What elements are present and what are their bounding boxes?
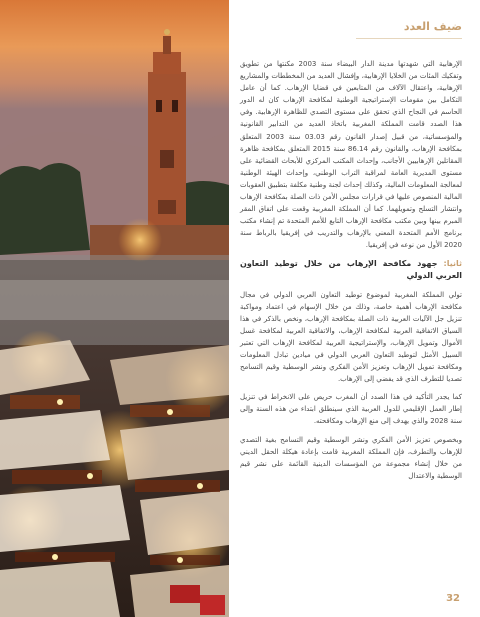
section-title: ضيف العدد [403,20,462,33]
article-body [240,58,462,488]
marrakech-scene-image [0,0,229,617]
page-number: 32 [446,593,460,604]
section-heading [240,258,462,283]
paragraph: الإرهابية التي شهدتها مدينة الدار البيضاء سنة 2003 مكنتها من تطويق وتفكيك المئات من الخلايا الإرهابية، وإفشال العديد من المخططات والمشاريع الإرهابية، واعتقال الآلاف من المتابعين في قضايا الإرهاب. كما أن عامل التكامل بين مقومات الإستراتيجية الوطنية لمكافحة الإرهاب كان له الدور الحاسم في النجاح الذي تحقق على مستوى التصدي للظاهرة الإرهابية. وفي هذا الصدد قامت المملكة المغربية باتخاذ العديد من التدابير القانونية والمؤسساتية، من قبيل إصدار القانون رقم 03.03 سنة 2003 المتعلق بمكافحة الإرهاب، والقانون رقم 86.14 سنة 2015 المتعلق بمكافحة ظاهرة المقاتلين الإرهابيين الأجانب، وإحداث المكتب المركزي للأبحاث القضائية على مستوى المديرية العامة لمراقبة التراب الوطني، وإحداث الهيئة الوطنية لمعالجة المعلومات المالية، وكذلك إحداث لجنة وطنية مكلفة بتطبيق العقوبات المالية المنصوص عليها في قرارات مجلس الأمن ذات الصلة بمكافحة الإرهاب وانتشار التسلح وتمويلهما. كما أن المملكة المغربية وقعت على اتفاق المقر المبرم بينها وبين مكتب مكافحة الإرهاب التابع للأمم المتحدة تم إنشاء مكتب برنامج الأمم المتحدة المعني بالإرهاب والتدريب في إفريقيا بالرباط سنة 2020 الأول من نوعه في إفريقيا. [240,60,463,250]
paragraph: كما يجدر التأكيد في هذا الصدد أن المغرب حريص على الانخراط في تنزيل إطار العمل الإقليمي للدول العربية الذي سينطلق ابتداء من هذه السنة وإلى سنة 2028 والذي يهدف إلى منع الإرهاب ومكافحته. [240,393,462,426]
heading-text: جهود مكافحة الإرهاب من خلال توطيد التعاون العربي الدولي [240,258,462,280]
article-column [236,0,472,617]
header-divider [356,38,462,39]
heading-number: ثانيا: [443,258,462,268]
paragraph: تولي المملكة المغربية لموضوع توطيد التعاون العربي الدولي في مجال مكافحة الإرهاب أهمية خاصة، وذلك من خلال الإسهام في اعتماد ومواكبة تنزيل جل الآليات العربية ذات الصلة بمكافحة الإرهاب، ونخص بالذكر في هذا السياق الاتفاقية العربية لمكافحة الإرهاب، والاتفاقية العربية لمكافحة غسل الأموال وتمويل الإرهاب، والإستراتيجية العربية لمكافحة الإرهاب التي تعتبر السبيل الأمثل لتوطيد التعاون العربي الدولي في ميادين تبادل المعلومات ومكافحة تمويل الإرهاب وتعزيز الأمن الفكري ونشر الوسطية وقيم التسامح تصديا للتطرف الذي قد يفضي إلى الإرهاب. [240,290,462,384]
market-photo [0,0,229,617]
paragraph: وبخصوص تعزيز الأمن الفكري ونشر الوسطية وقيم التسامح بغية التصدي للإرهاب والتطرف، فإن المملكة المغربية قامت بإعادة هيكلة الحقل الديني من خلال إنشاء مجموعة من المؤسسات الدينية القائمة على نشر قيم الوسطية والاعتدال [240,435,462,480]
